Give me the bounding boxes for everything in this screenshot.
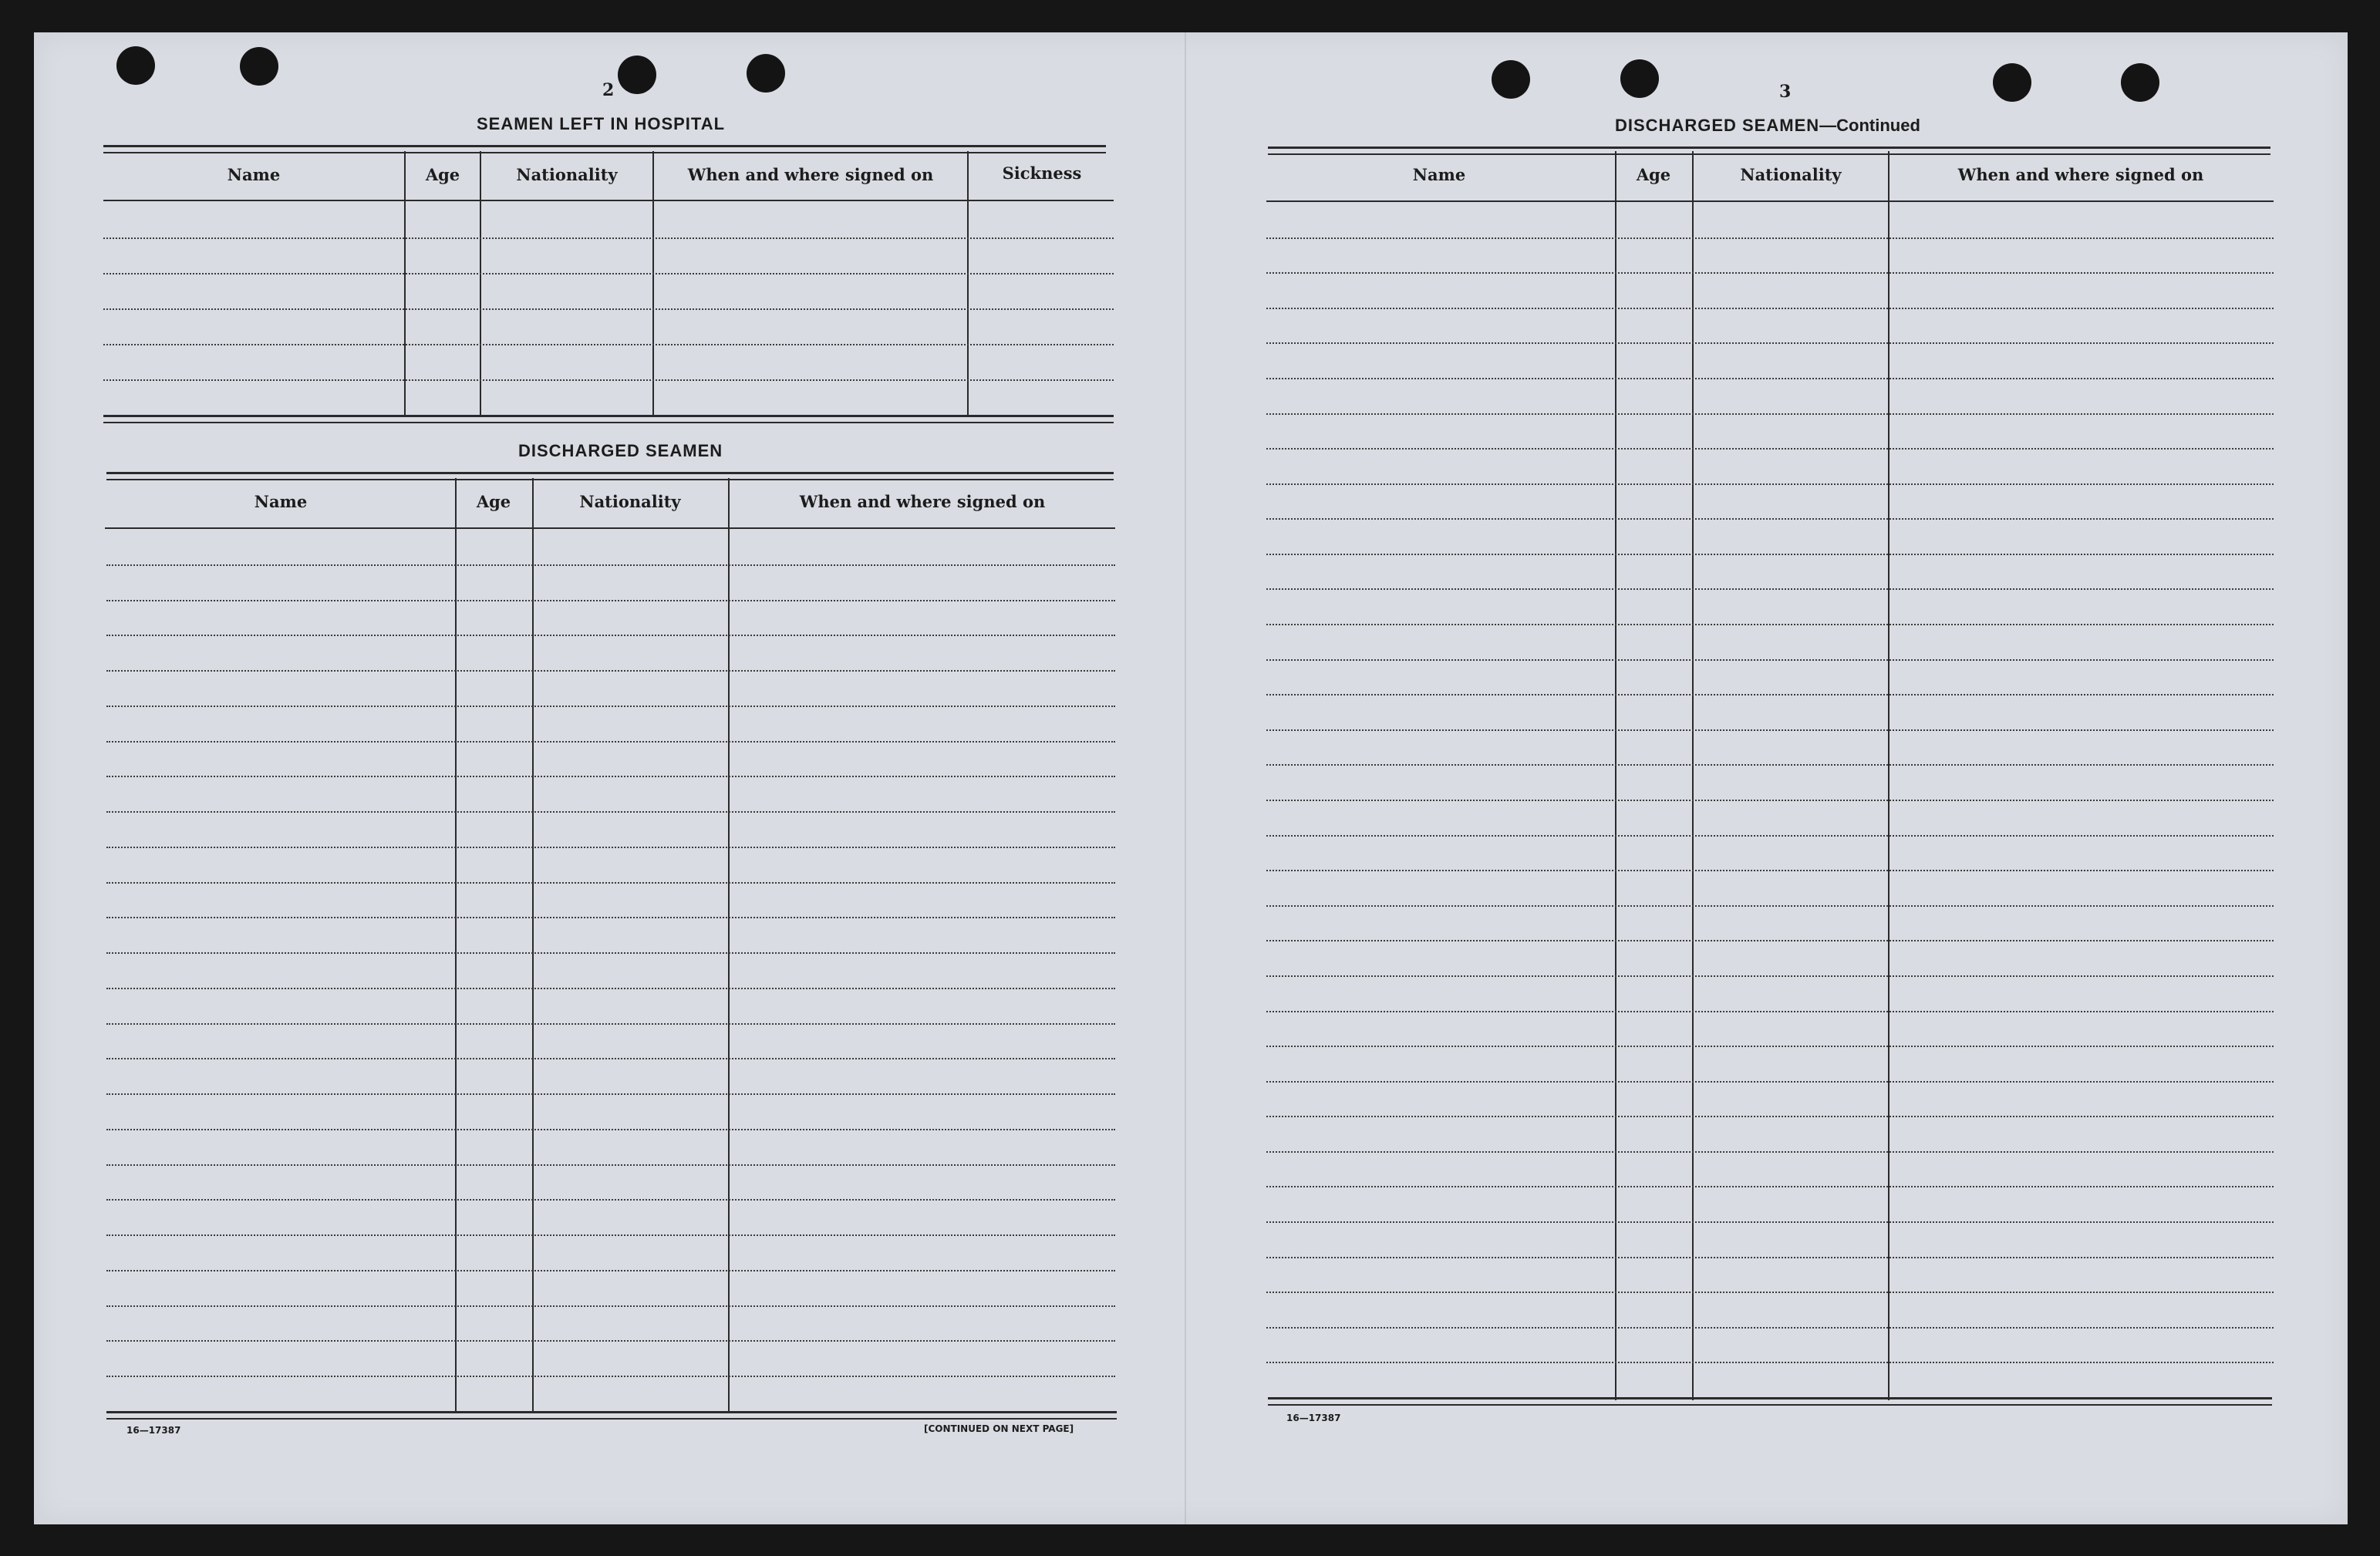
table-row [1266, 1046, 2274, 1047]
column-header-nationality: Nationality [1740, 165, 1842, 184]
column-divider [1692, 151, 1694, 1400]
table-row [106, 1305, 1115, 1307]
hospital-section-title: SEAMEN LEFT IN HOSPITAL [477, 114, 726, 133]
table-top-rule [1268, 147, 2270, 155]
column-divider [404, 151, 406, 416]
table-bottom-rule [1268, 1397, 2272, 1406]
page-number: 2 [602, 80, 615, 100]
center-fold [1185, 32, 1186, 1524]
table-row [106, 1270, 1115, 1271]
column-divider [967, 151, 969, 416]
header-bottom-rule [103, 200, 1114, 201]
page-number: 3 [1779, 82, 1792, 102]
table-row [103, 344, 1114, 345]
column-divider [532, 478, 534, 1413]
table-row [1266, 975, 2274, 977]
table-row [106, 988, 1115, 989]
table-row [106, 1058, 1115, 1059]
punch-hole [1993, 63, 2031, 102]
document-sheet [34, 32, 2348, 1524]
column-header-age: Age [425, 165, 460, 184]
table-row [106, 1164, 1115, 1166]
discharged-continued-title [1615, 116, 1920, 136]
continued-note: [CONTINUED ON NEXT PAGE] [924, 1423, 1074, 1434]
table-row [1266, 1362, 2274, 1363]
table-row [1266, 483, 2274, 485]
table-row [106, 1023, 1115, 1025]
column-header-sickness: Sickness [1002, 163, 1082, 183]
table-row [1266, 1081, 2274, 1083]
table-row [1266, 905, 2274, 907]
table-row [106, 952, 1115, 954]
table-bottom-rule [103, 415, 1114, 423]
table-row [106, 776, 1115, 777]
punch-hole [240, 47, 278, 86]
table-row [106, 1234, 1115, 1236]
column-header-name: Name [227, 165, 281, 184]
table-row [1266, 237, 2274, 239]
table-row [1266, 518, 2274, 520]
table-row [1266, 940, 2274, 941]
column-divider [455, 478, 457, 1413]
punch-hole [618, 56, 656, 94]
column-header-age: Age [476, 492, 511, 511]
table-row [106, 564, 1115, 566]
table-row [106, 1199, 1115, 1201]
table-row [106, 600, 1115, 601]
table-row [106, 670, 1115, 672]
table-row [106, 1129, 1115, 1130]
table-row [1266, 659, 2274, 661]
table-row [106, 847, 1115, 848]
table-row [1266, 624, 2274, 625]
table-row [106, 1093, 1115, 1095]
table-row [106, 917, 1115, 918]
column-divider [480, 151, 481, 416]
table-row [106, 741, 1115, 743]
table-row [1266, 835, 2274, 837]
table-row [106, 882, 1115, 884]
column-header-name: Name [254, 492, 308, 511]
table-row [1266, 870, 2274, 871]
column-divider [728, 478, 730, 1413]
table-row [1266, 588, 2274, 590]
form-number: 16—17387 [126, 1425, 181, 1436]
table-row [1266, 1116, 2274, 1117]
column-header-signed-on: When and where signed on [799, 492, 1046, 511]
table-row [1266, 342, 2274, 344]
punch-hole [2121, 63, 2159, 102]
table-row [1266, 308, 2274, 309]
punch-hole [747, 54, 785, 93]
form-number: 16—17387 [1286, 1413, 1341, 1423]
table-row [103, 237, 1114, 239]
table-row [1266, 729, 2274, 731]
table-row [106, 706, 1115, 707]
column-header-name: Name [1412, 165, 1466, 184]
table-row [1266, 1186, 2274, 1187]
table-top-rule [103, 145, 1106, 153]
column-divider [1615, 151, 1616, 1400]
column-header-nationality: Nationality [516, 165, 618, 184]
punch-hole [116, 46, 155, 85]
table-row [1266, 1292, 2274, 1293]
table-row [1266, 1221, 2274, 1223]
column-header-nationality: Nationality [579, 492, 681, 511]
table-row [1266, 764, 2274, 766]
header-bottom-rule [105, 527, 1115, 529]
header-bottom-rule [1266, 200, 2274, 202]
table-row [1266, 413, 2274, 415]
column-divider [652, 151, 654, 416]
table-row [1266, 694, 2274, 695]
table-row [1266, 1327, 2274, 1329]
table-row [1266, 448, 2274, 450]
punch-hole [1620, 59, 1659, 98]
table-row [106, 1376, 1115, 1377]
section-title-text: DISCHARGED SEAMEN [1615, 116, 1820, 135]
table-row [1266, 1151, 2274, 1153]
table-row [106, 811, 1115, 813]
table-row [1266, 554, 2274, 555]
column-header-age: Age [1636, 165, 1671, 184]
table-row [103, 308, 1114, 310]
table-row [1266, 272, 2274, 274]
table-row [1266, 378, 2274, 379]
table-row [1266, 800, 2274, 801]
table-row [103, 379, 1114, 381]
table-row [106, 1340, 1115, 1342]
table-bottom-rule [106, 1411, 1117, 1420]
column-divider [1888, 151, 1890, 1400]
punch-hole [1492, 60, 1530, 99]
table-row [103, 273, 1114, 274]
table-row [1266, 1257, 2274, 1258]
table-row [106, 635, 1115, 636]
table-top-rule [106, 472, 1114, 480]
column-header-signed-on: When and where signed on [687, 165, 934, 184]
discharged-section-title: DISCHARGED SEAMEN [518, 441, 723, 460]
column-header-signed-on: When and where signed on [1957, 165, 2204, 184]
section-title-suffix: —Continued [1819, 116, 1920, 135]
table-row [1266, 1011, 2274, 1012]
